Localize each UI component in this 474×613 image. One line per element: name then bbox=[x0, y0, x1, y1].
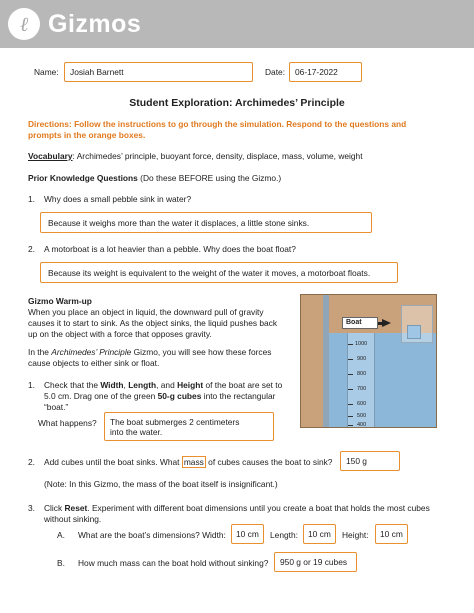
page-title: Student Exploration: Archimedes’ Principle bbox=[129, 97, 345, 109]
tick-label: 700 bbox=[357, 386, 367, 392]
warmup-p1-line-1: When you place an object in liquid, the downward pull of gravity bbox=[28, 307, 264, 317]
length-label: Length: bbox=[270, 530, 298, 540]
name-label: Name: bbox=[34, 67, 59, 77]
what-happens-answer-box[interactable] bbox=[104, 412, 274, 441]
what-happens-answer-line-1: The boat submerges 2 centimeters bbox=[110, 416, 240, 427]
prior-knowledge-heading: Prior Knowledge Questions (Do these BEFORE using the Gizmo.) bbox=[28, 173, 282, 183]
tick-label: 900 bbox=[357, 356, 367, 362]
q2b-answer-box[interactable] bbox=[340, 451, 400, 471]
date-field[interactable] bbox=[289, 62, 362, 82]
vocabulary: Vocabulary: Archimedes’ principle, buoyant force, density, displace, mass, volume, weight bbox=[28, 151, 363, 161]
warmup-p1-line-3: up on the object with a force that opposes gravity. bbox=[28, 329, 212, 339]
warmup-s1-number: 1. bbox=[28, 380, 35, 390]
warmup-s1-line-1: Check that the Width, Length, and Height of the boat are set to bbox=[44, 380, 283, 390]
q1-number: 1. bbox=[28, 194, 35, 204]
q2-number: 2. bbox=[28, 244, 35, 254]
what-happens-label: What happens? bbox=[38, 418, 97, 428]
tick-label: 600 bbox=[357, 401, 367, 407]
brand-name: Gizmos bbox=[48, 10, 142, 38]
mass-answer: 950 g or 19 cubes bbox=[280, 557, 348, 567]
q3b-letter: B. bbox=[57, 558, 65, 568]
tick-label: 1000 bbox=[355, 341, 368, 347]
height-answer: 10 cm bbox=[380, 529, 403, 539]
q3b-text: How much mass can the boat hold without sinking? bbox=[78, 558, 269, 568]
width-answer: 10 cm bbox=[236, 529, 259, 539]
q3a-letter: A. bbox=[57, 530, 65, 540]
directions-line-1: Directions: Follow the instructions to go through the simulation. Respond to the questions and bbox=[28, 119, 407, 129]
q2b-question: Add cubes until the boat sinks. What mass of cubes causes the boat to sink? bbox=[44, 457, 333, 467]
width-answer-box[interactable] bbox=[231, 524, 264, 544]
gizmos-logo-icon: ℓ bbox=[8, 8, 40, 40]
name-field[interactable] bbox=[64, 62, 253, 82]
q2-answer-box[interactable] bbox=[40, 262, 398, 283]
name-value: Josiah Barnett bbox=[70, 67, 124, 77]
length-answer-box[interactable] bbox=[303, 524, 336, 544]
boat-label: Boat bbox=[342, 317, 378, 329]
mass-answer-box[interactable] bbox=[274, 552, 357, 572]
tick-label: 800 bbox=[357, 371, 367, 377]
q2-question: A motorboat is a lot heavier than a pebble. Why does the boat float? bbox=[44, 244, 296, 254]
gizmo-simulation-image bbox=[300, 294, 437, 428]
warmup-p2-line-1: In the Archimedes’ Principle Gizmo, you will see how these forces bbox=[28, 347, 272, 357]
q2b-answer: 150 g bbox=[346, 456, 367, 466]
q1-question: Why does a small pebble sink in water? bbox=[44, 194, 192, 204]
date-value: 06-17-2022 bbox=[295, 67, 338, 77]
warmup-heading: Gizmo Warm-up bbox=[28, 296, 92, 306]
q2-answer: Because its weight is equivalent to the weight of the water it moves, a motorboat floats. bbox=[48, 267, 371, 278]
q3-number: 3. bbox=[28, 503, 35, 513]
q1-answer-box[interactable] bbox=[40, 212, 372, 233]
date-label: Date: bbox=[265, 67, 286, 77]
q1-answer: Because it weighs more than the water it displaces, a little stone sinks. bbox=[48, 217, 310, 228]
q3-line-2: without sinking. bbox=[44, 514, 102, 524]
overflow-water bbox=[407, 325, 421, 339]
warmup-p2-line-2: cause objects to either sink or float. bbox=[28, 358, 160, 368]
q3a-text: What are the boat’s dimensions? Width: bbox=[78, 530, 226, 540]
arrow-right-icon bbox=[382, 319, 391, 327]
warmup-s1-line-3: “boat.” bbox=[44, 402, 69, 412]
q3-line-1: Click Reset. Experiment with different boat dimensions until you create a boat that holds the most cubes bbox=[44, 503, 430, 513]
what-happens-answer-line-2: into the water. bbox=[110, 427, 163, 437]
length-answer: 10 cm bbox=[308, 529, 331, 539]
tick-label: 400 bbox=[357, 422, 367, 428]
gizmos-header bbox=[0, 0, 474, 48]
note: (Note: In this Gizmo, the mass of the boat itself is insignificant.) bbox=[44, 479, 278, 489]
q2b-number: 2. bbox=[28, 457, 35, 467]
directions-line-2: prompts in the orange boxes. bbox=[28, 130, 146, 140]
warmup-s1-line-2: 5.0 cm. Drag one of the green 50-g cubes into the rectangular bbox=[44, 391, 276, 401]
water bbox=[329, 333, 437, 428]
tick-label: 500 bbox=[357, 413, 367, 419]
height-label: Height: bbox=[342, 530, 369, 540]
height-answer-box[interactable] bbox=[375, 524, 408, 544]
warmup-p1-line-2: causes it to start to sink. As the object sinks, the liquid pushes back bbox=[28, 318, 278, 328]
